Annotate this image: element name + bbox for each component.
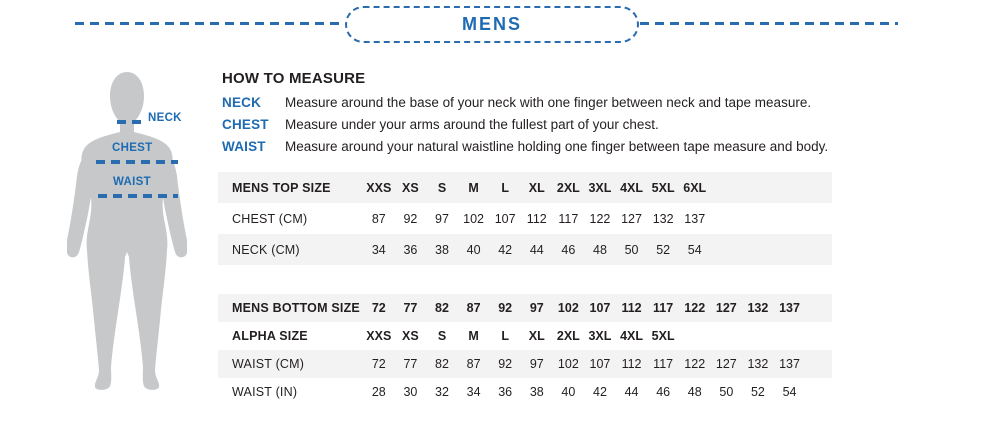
size-cell: 36 xyxy=(498,385,513,399)
table-row xyxy=(218,322,832,350)
size-cell: L xyxy=(501,180,509,195)
size-cell: 112 xyxy=(526,211,547,226)
size-cell: 48 xyxy=(687,385,702,399)
size-cell: 102 xyxy=(557,357,579,371)
measure-text-waist: Measure around your natural waistline holding one finger between tape measure and body. xyxy=(285,139,829,154)
size-cell: 87 xyxy=(371,211,386,226)
size-cell: 112 xyxy=(621,357,642,371)
table-row xyxy=(218,350,832,378)
measure-label-chest: CHEST xyxy=(222,117,269,132)
figure-chest-label: CHEST xyxy=(112,142,153,154)
size-cell: 97 xyxy=(529,301,544,315)
size-cell: 137 xyxy=(684,211,706,226)
measure-text-chest: Measure under your arms around the fullest part of your chest. xyxy=(285,117,659,132)
size-cell: 97 xyxy=(529,357,544,371)
size-cell: 117 xyxy=(653,301,674,315)
size-cell: XXS xyxy=(366,329,392,343)
size-cell: 34 xyxy=(466,385,481,399)
size-cell: 4XL xyxy=(620,329,644,343)
size-cell: 2XL xyxy=(556,180,580,195)
size-cell: 52 xyxy=(656,242,671,257)
size-cell: 92 xyxy=(403,211,418,226)
mens-bottom-size-table xyxy=(218,294,832,406)
size-cell: 107 xyxy=(589,357,611,371)
neck-measure-line xyxy=(117,120,145,124)
table-row xyxy=(218,378,832,406)
size-cell: XL xyxy=(528,180,545,195)
size-cell: 44 xyxy=(529,242,544,257)
size-cell: 28 xyxy=(371,385,386,399)
size-cell: 40 xyxy=(466,242,481,257)
size-cell: 40 xyxy=(561,385,576,399)
size-cell: 42 xyxy=(498,242,513,257)
measure-label-neck: NECK xyxy=(222,95,262,110)
size-cell: 122 xyxy=(684,357,706,371)
size-cell: 36 xyxy=(403,242,418,257)
size-cell: 30 xyxy=(403,385,418,399)
size-cell: 137 xyxy=(779,301,800,315)
row-label: NECK (CM) xyxy=(232,242,300,257)
size-cell: 97 xyxy=(435,211,449,226)
size-cell: 48 xyxy=(593,242,607,257)
size-cell: 117 xyxy=(558,211,579,226)
size-cell: 82 xyxy=(435,301,449,315)
size-cell: M xyxy=(468,180,479,195)
size-cell: 50 xyxy=(624,242,639,257)
size-cell: 132 xyxy=(652,211,674,226)
size-cell: XS xyxy=(402,329,419,343)
size-cell: XS xyxy=(402,180,419,195)
row-label: WAIST (IN) xyxy=(232,385,298,399)
size-cell: 92 xyxy=(498,301,513,315)
waist-measure-line xyxy=(98,194,178,198)
mens-top-size-table xyxy=(218,172,832,265)
size-cell: 44 xyxy=(624,385,639,399)
size-cell: S xyxy=(437,329,447,343)
size-cell: M xyxy=(468,329,479,343)
size-cell: XXS xyxy=(366,180,392,195)
figure-waist-label: WAIST xyxy=(113,176,151,188)
size-cell: 42 xyxy=(593,385,607,399)
size-cell: 38 xyxy=(529,385,544,399)
size-cell: 77 xyxy=(403,357,418,371)
size-cell: 102 xyxy=(463,211,484,226)
size-cell: 102 xyxy=(557,301,579,315)
table-row xyxy=(218,234,832,265)
size-cell: XL xyxy=(528,329,545,343)
how-to-measure-title: HOW TO MEASURE xyxy=(222,70,366,87)
size-cell: 2XL xyxy=(556,329,580,343)
size-cell: 4XL xyxy=(620,180,644,195)
size-cell: 54 xyxy=(687,242,702,257)
size-cell: 46 xyxy=(561,242,576,257)
table-row xyxy=(218,172,832,203)
size-cell: 107 xyxy=(589,301,611,315)
size-cell: 52 xyxy=(750,385,765,399)
size-cell: 34 xyxy=(371,242,386,257)
size-cell: 87 xyxy=(466,301,481,315)
size-cell: 54 xyxy=(782,385,797,399)
row-label: CHEST (CM) xyxy=(232,211,308,226)
size-cell: 46 xyxy=(656,385,671,399)
size-cell: 87 xyxy=(466,357,481,371)
size-cell: 3XL xyxy=(588,180,612,195)
header-dashed-line-left xyxy=(75,22,345,25)
mens-section-badge xyxy=(345,6,639,43)
table-row xyxy=(218,294,832,322)
size-cell: 137 xyxy=(779,357,800,371)
row-label: WAIST (CM) xyxy=(232,357,305,371)
size-cell: 107 xyxy=(494,211,516,226)
measure-instruction-waist xyxy=(222,138,942,155)
size-cell: 38 xyxy=(435,242,449,257)
header-dashed-line-right xyxy=(640,22,898,25)
size-cell: 72 xyxy=(371,301,386,315)
size-cell: 122 xyxy=(589,211,611,226)
size-cell: L xyxy=(501,329,509,343)
size-cell: 122 xyxy=(684,301,706,315)
size-cell: 32 xyxy=(435,385,449,399)
size-cell: 127 xyxy=(715,301,737,315)
size-cell: 127 xyxy=(715,357,737,371)
page-title: MENS xyxy=(461,14,522,34)
row-label: MENS BOTTOM SIZE xyxy=(232,301,360,315)
size-cell: 132 xyxy=(747,357,769,371)
measure-instruction-chest xyxy=(222,116,942,133)
size-cell: 6XL xyxy=(683,180,707,195)
chest-measure-line xyxy=(96,160,178,164)
size-cell: 50 xyxy=(719,385,734,399)
size-cell: 3XL xyxy=(588,329,612,343)
size-cell: S xyxy=(437,180,447,195)
size-cell: 132 xyxy=(747,301,769,315)
size-cell: 92 xyxy=(498,357,513,371)
size-cell: 72 xyxy=(371,357,386,371)
size-cell: 117 xyxy=(653,357,674,371)
size-cell: 5XL xyxy=(651,180,675,195)
size-cell: 127 xyxy=(621,211,642,226)
measure-label-waist: WAIST xyxy=(222,139,266,154)
size-cell: 77 xyxy=(403,301,418,315)
measure-text-neck: Measure around the base of your neck with one finger between neck and tape measure. xyxy=(285,95,812,110)
size-cell: 112 xyxy=(621,301,642,315)
size-cell: 82 xyxy=(435,357,449,371)
figure-neck-label: NECK xyxy=(148,112,182,124)
table-row xyxy=(218,203,832,234)
measure-instruction-neck xyxy=(222,94,942,111)
size-cell: 5XL xyxy=(651,329,675,343)
row-label: MENS TOP SIZE xyxy=(232,180,331,195)
row-label: ALPHA SIZE xyxy=(232,329,308,343)
